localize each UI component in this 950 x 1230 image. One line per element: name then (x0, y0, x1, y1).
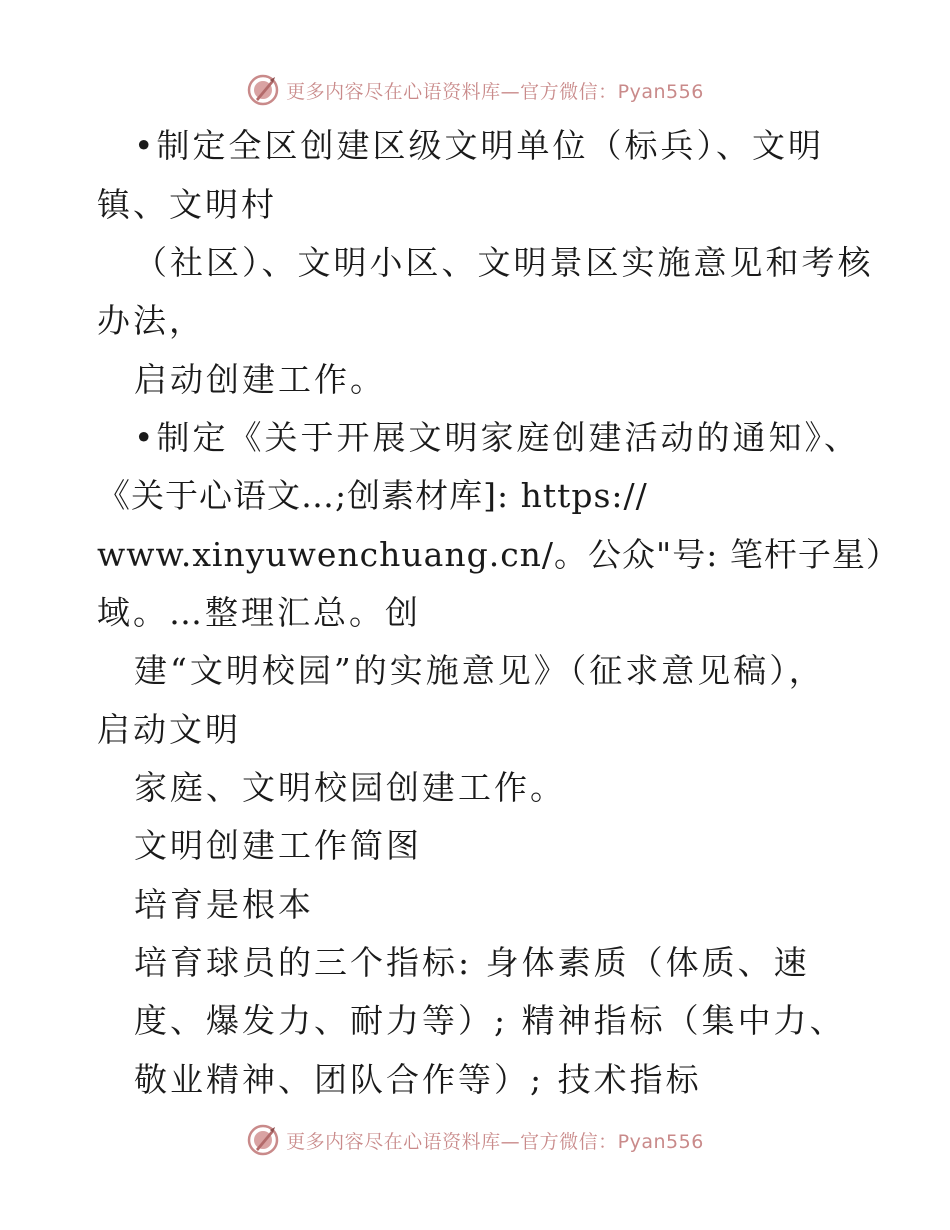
text-line: 域。…整理汇总。创 (97, 593, 421, 632)
text-line: 镇、文明村 (97, 185, 277, 224)
section-heading: 培育是根本 (134, 885, 314, 924)
section-heading: 文明创建工作简图 (134, 826, 422, 865)
watermark-footer (0, 1120, 950, 1160)
text-line: 启动文明 (97, 710, 241, 749)
text-line: 办法， (97, 301, 205, 340)
text-line: 《关于心语文…;创素材库]: https:// (97, 476, 648, 515)
text-line: 敬业精神、团队合作等）; 技术指标 (134, 1060, 702, 1099)
text-line: www.xinyuwenchuang.cn/。公众"号: 笔杆子星） (97, 535, 900, 574)
text-line: 培育球员的三个指标: 身体素质（体质、速 (134, 943, 810, 982)
text-line: （社区）、文明小区、文明景区实施意见和考核 (134, 243, 874, 282)
text-line: 建“文明校园”的实施意见》（征求意见稿）， (134, 651, 825, 690)
quill-logo-icon (246, 1123, 280, 1157)
text-line: 家庭、文明校园创建工作。 (134, 768, 566, 807)
watermark-text: 更多内容尽在心语资料库—官方微信：Pyan556 (286, 1130, 704, 1153)
watermark-header (0, 70, 950, 110)
text-line: •制定全区创建区级文明单位（标兵）、文明 (134, 126, 824, 165)
text-line: 度、爆发力、耐力等）; 精神指标（集中力、 (134, 1001, 846, 1040)
quill-logo-icon (246, 73, 280, 107)
watermark-text: 更多内容尽在心语资料库—官方微信：Pyan556 (286, 80, 704, 103)
text-line: •制定《关于开展文明家庭创建活动的通知》、 (134, 418, 860, 457)
text-line: 启动创建工作。 (134, 360, 386, 399)
